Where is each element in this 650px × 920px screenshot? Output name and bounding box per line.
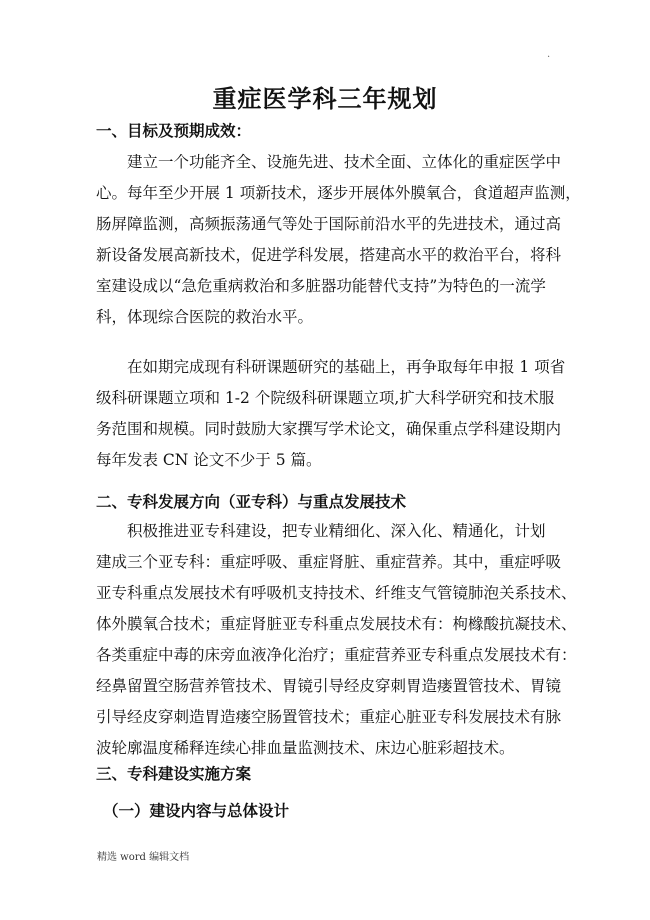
text-line: 体外膜氧合技术；重症肾脏亚专科重点发展技术有：枸橼酸抗凝技术、	[96, 615, 577, 633]
corner-mark: .	[547, 49, 551, 60]
subsection-heading-content: （一）建设内容与总体设计	[103, 802, 290, 820]
text-line: 积极推进亚专科建设，把专业精细化、深入化、精通化，计划	[96, 522, 546, 540]
text-line: 室建设成以“急危重病救治和多脏器功能替代支持”为特色的一流学	[96, 277, 546, 295]
text-line: 新设备发展高新技术，促进学科发展，搭建高水平的救治平台，将科	[96, 246, 562, 264]
text-line: 亚专科重点发展技术有呼吸机支持技术、纤维支气管镜肺泡关系技术、	[96, 584, 577, 602]
text-line: 建成三个亚专科：重症呼吸、重症肾脏、重症营养。其中，重症呼吸	[96, 553, 562, 571]
text-line: 各类重症中毒的床旁血液净化治疗；重症营养亚专科重点发展技术有：	[96, 646, 577, 664]
text-line: 经鼻留置空肠营养管技术、胃镜引导经皮穿刺胃造瘘置管技术、胃镜	[96, 677, 562, 695]
paragraph-goals-2	[96, 352, 566, 476]
text-line: 建立一个功能齐全、设施先进、技术全面、立体化的重症医学中	[96, 153, 562, 171]
text-line: 科，体现综合医院的救治水平。	[96, 308, 314, 326]
paragraph-goals-1	[96, 147, 581, 333]
text-line: 级科研课题立项和 1-2 个院级科研课题立项,扩大科学研究和技术服	[96, 389, 555, 407]
text-line: 在如期完成现有科研课题研究的基础上，再争取每年申报 1 项省	[96, 358, 566, 376]
page-title: 重症医学科三年规划	[212, 85, 438, 113]
text-line: 每年发表 CN 论文不少于 5 篇。	[96, 451, 322, 469]
text-line: 引导经皮穿刺造胃造瘘空肠置管技术；重症心脏亚专科发展技术有脉	[96, 708, 562, 726]
text-line: 务范围和规模。同时鼓励大家撰写学术论文，确保重点学科建设期内	[96, 420, 562, 438]
page-footer: 精选 word 编辑文档	[97, 852, 190, 863]
section-heading-implementation: 三、专科建设实施方案	[96, 765, 252, 783]
paragraph-specialty	[96, 516, 577, 764]
text-line: 心。每年至少开展 1 项新技术，逐步开展体外膜氧合，食道超声监测，	[96, 184, 581, 202]
text-line: 肠屏障监测，高频振荡通气等处于国际前沿水平的先进技术，通过高	[96, 215, 562, 233]
text-line: 波轮廓温度稀释连续心排血量监测技术、床边心脏彩超技术。	[96, 739, 515, 757]
section-heading-goals: 一、目标及预期成效：	[96, 122, 252, 140]
section-heading-specialty: 二、专科发展方向（亚专科）与重点发展技术	[96, 493, 407, 511]
